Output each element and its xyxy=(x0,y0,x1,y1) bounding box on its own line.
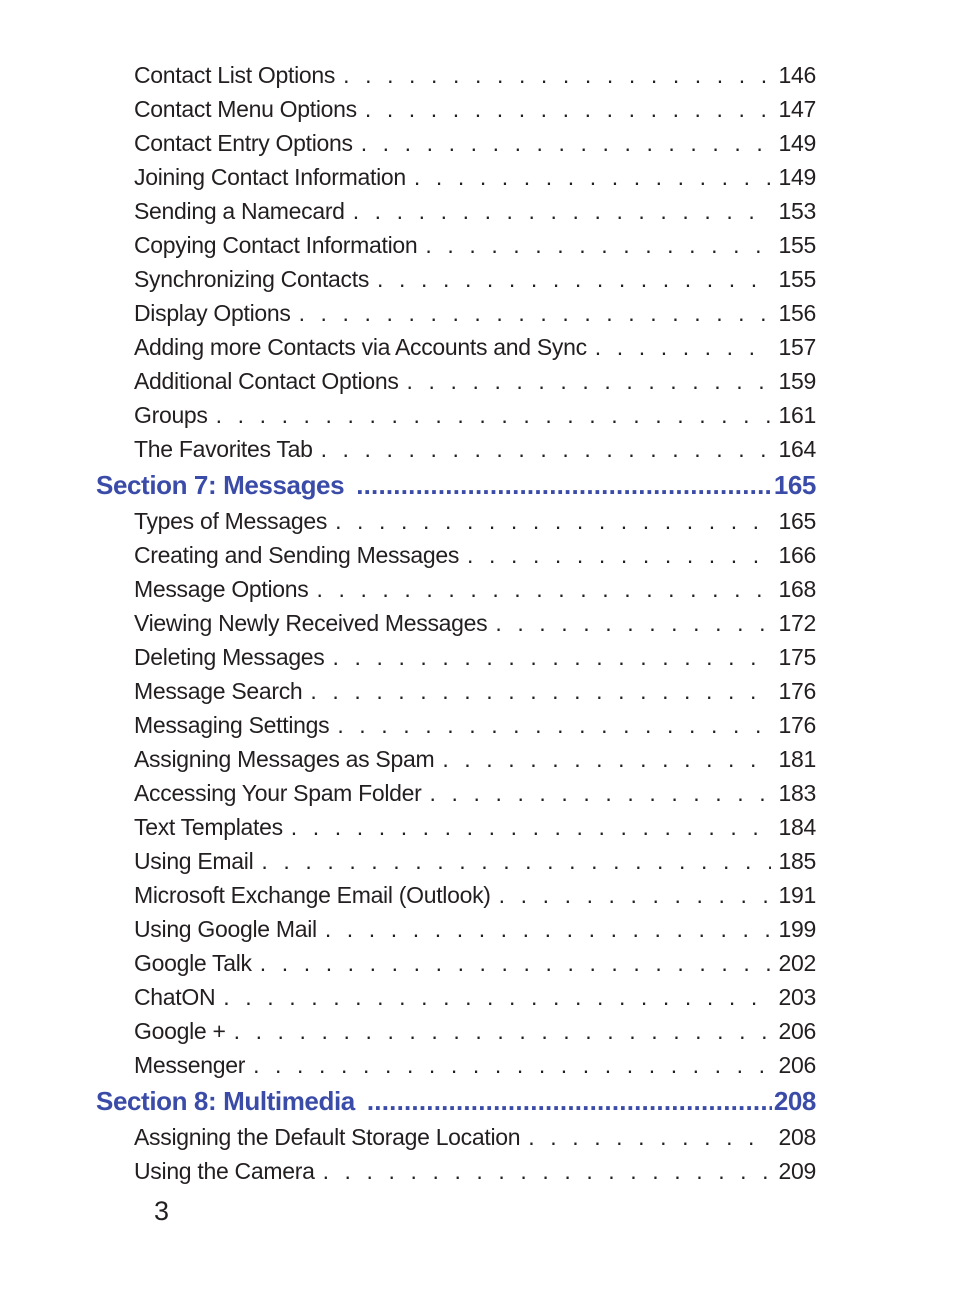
toc-entry-title: Contact List Options xyxy=(134,62,336,88)
toc-entry-page: 209 xyxy=(778,1158,816,1184)
toc-entry-title: Display Options xyxy=(134,300,291,326)
toc-entry-synchronizing-contacts[interactable] xyxy=(96,262,816,296)
toc-entry-page: 172 xyxy=(778,610,816,636)
toc-entry-page: 147 xyxy=(778,96,816,122)
toc-entry-page: 181 xyxy=(778,746,816,772)
dot-leader xyxy=(223,980,770,1014)
toc-entry-page: 199 xyxy=(778,916,816,942)
dot-leader xyxy=(353,194,771,228)
toc-entry-title: Contact Entry Options xyxy=(134,130,353,156)
toc-entry-contact-menu-options[interactable] xyxy=(96,92,816,126)
section-title: Section 7: Messages xyxy=(96,470,345,500)
toc-entry-title: Assigning the Default Storage Location xyxy=(134,1124,521,1150)
dot-leader xyxy=(321,432,771,466)
dot-leader xyxy=(291,810,771,844)
toc-entry-assigning-default-storage-location[interactable] xyxy=(96,1120,816,1154)
dot-leader xyxy=(253,1048,770,1082)
toc-entry-page: 176 xyxy=(778,712,816,738)
toc-entry-page: 159 xyxy=(778,368,816,394)
toc-entry-page: 175 xyxy=(778,644,816,670)
toc-entry-using-the-camera[interactable] xyxy=(96,1154,816,1188)
toc-entry-page: 166 xyxy=(778,542,816,568)
dot-leader xyxy=(442,742,770,776)
dot-leader xyxy=(361,126,771,160)
toc-entry-using-email[interactable] xyxy=(96,844,816,878)
toc-entry-page: 202 xyxy=(778,950,816,976)
toc-entry-page: 164 xyxy=(778,436,816,462)
dot-leader xyxy=(356,466,772,504)
toc-entry-text-templates[interactable] xyxy=(96,810,816,844)
dot-leader xyxy=(528,1120,770,1154)
toc-entry-title: Accessing Your Spam Folder xyxy=(134,780,422,806)
toc-entry-messenger[interactable] xyxy=(96,1048,816,1082)
toc-entry-title: Additional Contact Options xyxy=(134,368,399,394)
dot-leader xyxy=(216,398,771,432)
dot-leader xyxy=(414,160,771,194)
toc-entry-title: Messaging Settings xyxy=(134,712,330,738)
toc-entry-title: Groups xyxy=(134,402,208,428)
dot-leader xyxy=(495,606,770,640)
toc-entry-page: 176 xyxy=(778,678,816,704)
dot-leader xyxy=(377,262,770,296)
dot-leader xyxy=(365,92,771,126)
toc-entry-title: Microsoft Exchange Email (Outlook) xyxy=(134,882,491,908)
toc-entry-microsoft-exchange-email[interactable] xyxy=(96,878,816,912)
toc-entry-title: Synchronizing Contacts xyxy=(134,266,370,292)
toc-entry-title: Messenger xyxy=(134,1052,246,1078)
toc-entry-title: Message Search xyxy=(134,678,303,704)
toc-entry-title: Using the Camera xyxy=(134,1158,315,1184)
toc-entry-page: 191 xyxy=(778,882,816,908)
toc-entry-message-search[interactable] xyxy=(96,674,816,708)
dot-leader xyxy=(316,572,770,606)
toc-entry-message-options[interactable] xyxy=(96,572,816,606)
toc-section-heading-multimedia[interactable] xyxy=(96,1082,816,1120)
toc-entry-page: 156 xyxy=(778,300,816,326)
dot-leader xyxy=(467,538,771,572)
dot-leader xyxy=(310,674,770,708)
toc-entry-joining-contact-information[interactable] xyxy=(96,160,816,194)
toc-entry-page: 183 xyxy=(778,780,816,806)
toc-entry-page: 168 xyxy=(778,576,816,602)
toc-entry-display-options[interactable] xyxy=(96,296,816,330)
toc-entry-contact-entry-options[interactable] xyxy=(96,126,816,160)
toc-entry-title: Google + xyxy=(134,1018,226,1044)
dot-leader xyxy=(335,504,770,538)
toc-entry-title: Viewing Newly Received Messages xyxy=(134,610,488,636)
toc-entry-using-google-mail[interactable] xyxy=(96,912,816,946)
toc-entry-page: 146 xyxy=(778,62,816,88)
toc-entry-types-of-messages[interactable] xyxy=(96,504,816,538)
toc-entry-title: Types of Messages xyxy=(134,508,328,534)
toc-entry-contact-list-options[interactable] xyxy=(96,58,816,92)
section-page: 165 xyxy=(773,470,816,500)
toc-entry-title: Using Email xyxy=(134,848,254,874)
toc-entry-title: Message Options xyxy=(134,576,309,602)
toc-entry-copying-contact-information[interactable] xyxy=(96,228,816,262)
toc-entry-title: Sending a Namecard xyxy=(134,198,345,224)
toc-entry-page: 153 xyxy=(778,198,816,224)
toc-entry-groups[interactable] xyxy=(96,398,816,432)
toc-entry-title: Contact Menu Options xyxy=(134,96,357,122)
toc-entry-page: 206 xyxy=(778,1052,816,1078)
toc-entry-viewing-newly-received-messages[interactable] xyxy=(96,606,816,640)
toc-entry-the-favorites-tab[interactable] xyxy=(96,432,816,466)
toc-entry-title: Text Templates xyxy=(134,814,283,840)
page-number: 3 xyxy=(154,1196,170,1226)
dot-leader xyxy=(337,708,770,742)
toc-entry-adding-more-contacts[interactable] xyxy=(96,330,816,364)
toc-entry-title: The Favorites Tab xyxy=(134,436,313,462)
dot-leader xyxy=(333,640,771,674)
dot-leader xyxy=(407,364,771,398)
toc-section-heading-messages[interactable] xyxy=(96,466,816,504)
toc-entry-page: 155 xyxy=(778,232,816,258)
dot-leader xyxy=(323,1154,771,1188)
toc-entry-messaging-settings[interactable] xyxy=(96,708,816,742)
toc-entry-title: Adding more Contacts via Accounts and Sync xyxy=(134,334,587,360)
toc-entry-page: 206 xyxy=(778,1018,816,1044)
dot-leader xyxy=(367,1082,772,1120)
toc-entry-title: Deleting Messages xyxy=(134,644,325,670)
section-page: 208 xyxy=(773,1086,816,1116)
toc-entry-title: ChatON xyxy=(134,984,216,1010)
toc-entry-page: 165 xyxy=(778,508,816,534)
toc-entry-google-plus[interactable] xyxy=(96,1014,816,1048)
dot-leader xyxy=(260,946,771,980)
toc-entry-page: 203 xyxy=(778,984,816,1010)
toc-entry-title: Using Google Mail xyxy=(134,916,317,942)
dot-leader xyxy=(430,776,771,810)
toc-entry-additional-contact-options[interactable] xyxy=(96,364,816,398)
dot-leader xyxy=(261,844,770,878)
toc-entry-title: Joining Contact Information xyxy=(134,164,406,190)
toc-entry-page: 184 xyxy=(778,814,816,840)
toc-entry-chaton[interactable] xyxy=(96,980,816,1014)
toc-entry-page: 161 xyxy=(778,402,816,428)
table-of-contents xyxy=(96,58,816,1188)
dot-leader xyxy=(425,228,770,262)
toc-entry-title: Google Talk xyxy=(134,950,252,976)
toc-entry-title: Assigning Messages as Spam xyxy=(134,746,435,772)
dot-leader xyxy=(595,330,771,364)
toc-entry-page: 149 xyxy=(778,130,816,156)
toc-entry-sending-a-namecard[interactable] xyxy=(96,194,816,228)
toc-entry-page: 149 xyxy=(778,164,816,190)
toc-entry-creating-and-sending-messages[interactable] xyxy=(96,538,816,572)
toc-entry-google-talk[interactable] xyxy=(96,946,816,980)
toc-entry-page: 185 xyxy=(778,848,816,874)
dot-leader xyxy=(325,912,771,946)
dot-leader xyxy=(234,1014,771,1048)
section-title: Section 8: Multimedia xyxy=(96,1086,355,1116)
toc-entry-page: 208 xyxy=(778,1124,816,1150)
toc-entry-assigning-messages-as-spam[interactable] xyxy=(96,742,816,776)
toc-entry-accessing-your-spam-folder[interactable] xyxy=(96,776,816,810)
dot-leader xyxy=(343,58,770,92)
toc-entry-page: 155 xyxy=(778,266,816,292)
toc-entry-title: Copying Contact Information xyxy=(134,232,418,258)
toc-entry-page: 157 xyxy=(778,334,816,360)
dot-leader xyxy=(499,878,771,912)
toc-entry-deleting-messages[interactable] xyxy=(96,640,816,674)
dot-leader xyxy=(299,296,771,330)
toc-entry-title: Creating and Sending Messages xyxy=(134,542,460,568)
